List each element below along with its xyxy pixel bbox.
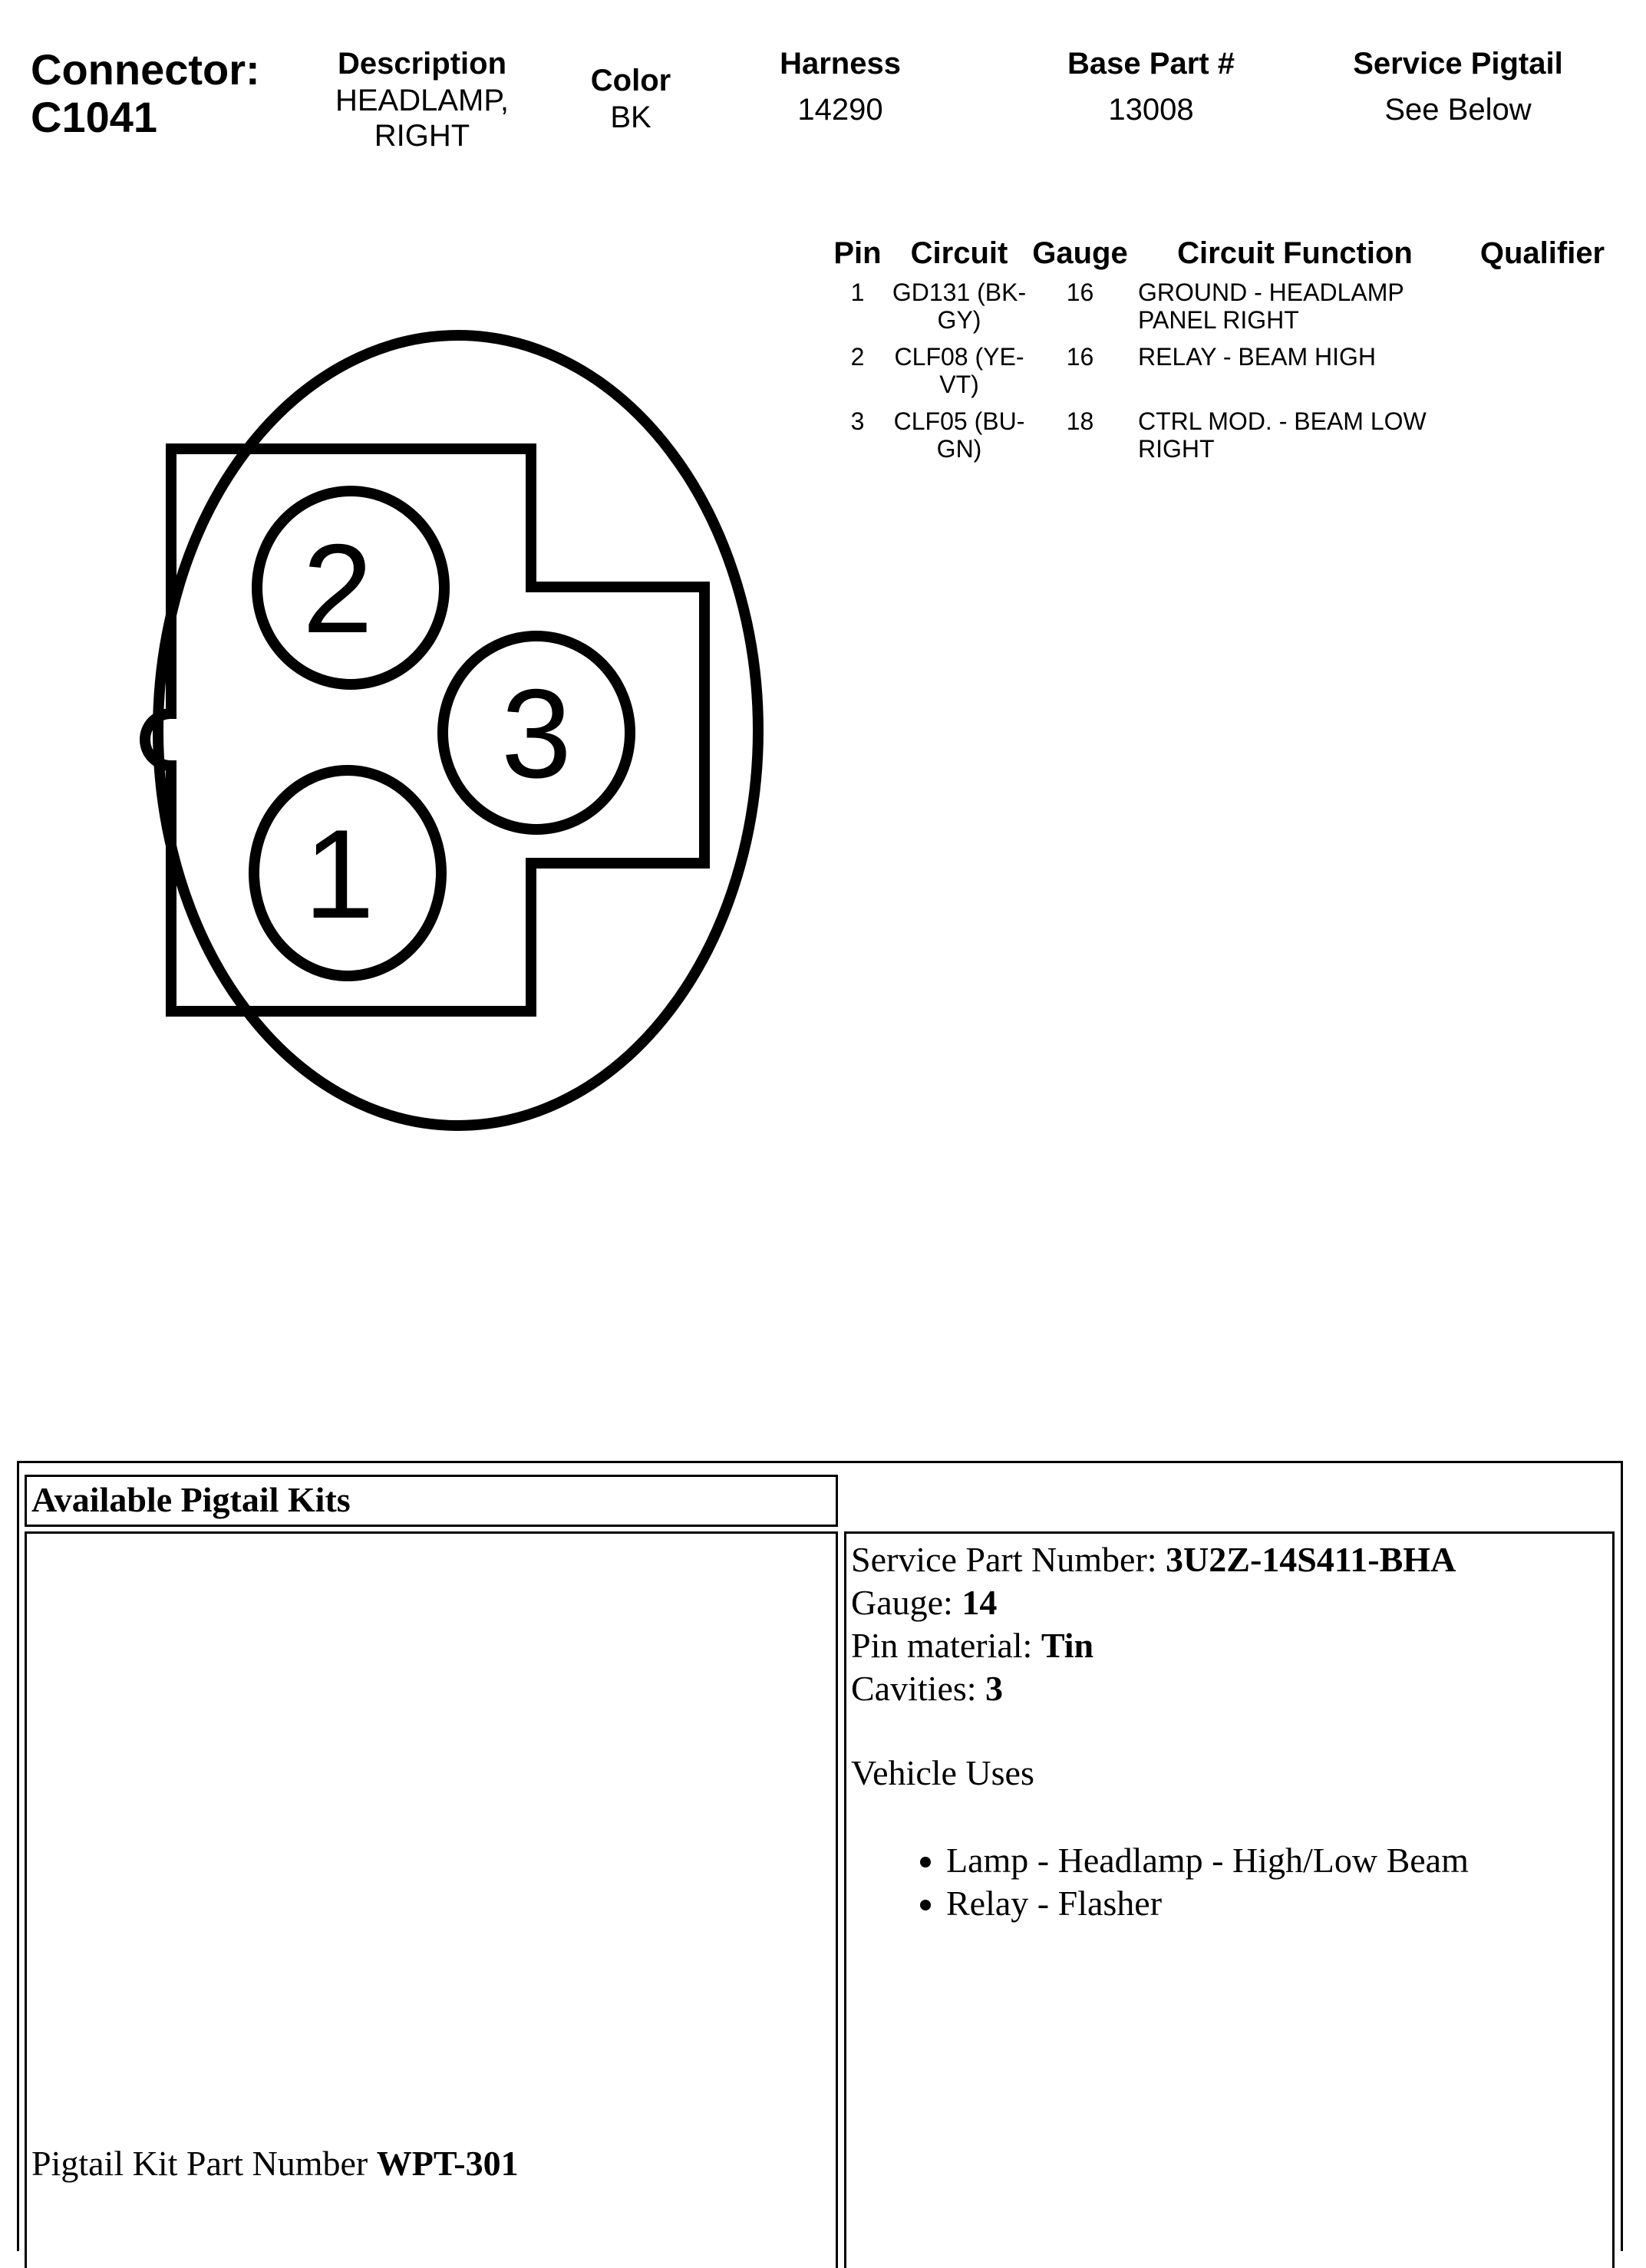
kit-gauge [851, 1581, 1612, 1624]
pin-table [825, 234, 1627, 472]
service-pigtail-value: See Below [1384, 93, 1532, 127]
circuit-function-cell [1132, 343, 1458, 407]
harness-column [748, 45, 932, 127]
pigtail-kit-image-panel [25, 1531, 838, 2268]
circuit-cell [890, 407, 1028, 472]
pigtail-kit-details-panel [844, 1531, 1615, 2268]
service-pigtail-label: Service Pigtail [1353, 47, 1563, 81]
pin-table-header-row [825, 234, 1627, 279]
pin-cell: 1 [850, 279, 865, 306]
service-part-label: Service Part Number: [851, 1540, 1157, 1579]
vehicle-uses-title: Vehicle Uses [851, 1753, 1034, 1792]
connector-title [31, 46, 260, 141]
service-pigtail-column [1328, 45, 1588, 127]
circuit-function-cell [1132, 407, 1458, 472]
gauge-cell: 18 [1066, 407, 1094, 435]
service-part-value: 3U2Z-14S411-BHA [1166, 1540, 1456, 1579]
table-row [825, 279, 1627, 343]
color-label: Color [590, 64, 671, 97]
gauge-cell: 16 [1066, 343, 1094, 371]
gauge-header: Gauge [1032, 236, 1128, 270]
kit-gauge-value: 14 [962, 1583, 998, 1622]
description-value-line1: HEADLAMP, [335, 84, 509, 117]
qualifier-cell [1458, 279, 1627, 343]
circuit-cell [890, 343, 1028, 407]
description-column [307, 45, 537, 153]
color-column [569, 61, 692, 135]
function-line: GROUND - HEADLAMP [1138, 279, 1404, 306]
color-value: BK [610, 101, 651, 134]
circuit-header: Circuit [910, 236, 1008, 270]
pin-header: Pin [833, 236, 882, 270]
base-part-label: Base Part # [1067, 47, 1235, 81]
base-part-value: 13008 [1108, 93, 1194, 127]
circuit-line: VT) [939, 371, 979, 398]
connector-id: C1041 [31, 93, 158, 141]
qualifier-cell [1458, 343, 1627, 407]
harness-label: Harness [780, 47, 901, 81]
circuit-function-cell [1132, 279, 1458, 343]
circuit-line: GY) [937, 306, 981, 334]
list-item: • Relay - Flasher [946, 1882, 1612, 1925]
circuit-line: CLF05 (BU- [893, 407, 1025, 435]
qualifier-header: Qualifier [1479, 236, 1605, 270]
pin-1-label: 1 [304, 803, 374, 944]
connector-face-diagram [92, 322, 783, 1159]
pigtail-kit-part-number [31, 2143, 519, 2184]
function-line: RELAY - BEAM HIGH [1138, 343, 1376, 371]
pin-material [851, 1624, 1612, 1667]
kit-gauge-label: Gauge: [851, 1583, 953, 1622]
circuit-line: GD131 (BK- [892, 279, 1027, 306]
function-line: PANEL RIGHT [1138, 306, 1299, 334]
vehicle-uses-list [851, 1839, 1612, 1925]
circuit-line: CLF08 (YE- [894, 343, 1024, 371]
pin-2-label: 2 [302, 518, 373, 659]
pigtail-kits-header: Available Pigtail Kits [25, 1475, 838, 1527]
description-value-line2: RIGHT [374, 119, 470, 153]
function-line: RIGHT [1138, 435, 1215, 463]
circuit-line: GN) [936, 435, 982, 463]
connector-label: Connector: [31, 45, 260, 94]
pin-material-value: Tin [1041, 1626, 1094, 1665]
kit-part-label: Pigtail Kit Part Number [31, 2144, 368, 2183]
table-row [825, 343, 1627, 407]
table-row [825, 407, 1627, 472]
service-part-number [851, 1538, 1612, 1581]
description-label: Description [337, 47, 507, 81]
circuit-cell [890, 279, 1028, 343]
cavities [851, 1667, 1612, 1710]
pin-cell: 3 [850, 407, 865, 435]
base-part-column [1036, 45, 1266, 127]
circuit-function-header: Circuit Function [1177, 236, 1413, 270]
cavities-label: Cavities: [851, 1669, 977, 1708]
kit-part-value: WPT-301 [376, 2144, 519, 2183]
gauge-cell: 16 [1066, 279, 1094, 306]
harness-value: 14290 [797, 93, 883, 127]
pin-cell: 2 [850, 343, 865, 371]
pin-3-label: 3 [501, 663, 572, 804]
cavities-value: 3 [985, 1669, 1004, 1708]
function-line: CTRL MOD. - BEAM LOW [1138, 407, 1427, 435]
qualifier-cell [1458, 407, 1627, 472]
pin-material-label: Pin material: [851, 1626, 1033, 1665]
list-item: • Lamp - Headlamp - High/Low Beam [946, 1839, 1612, 1882]
